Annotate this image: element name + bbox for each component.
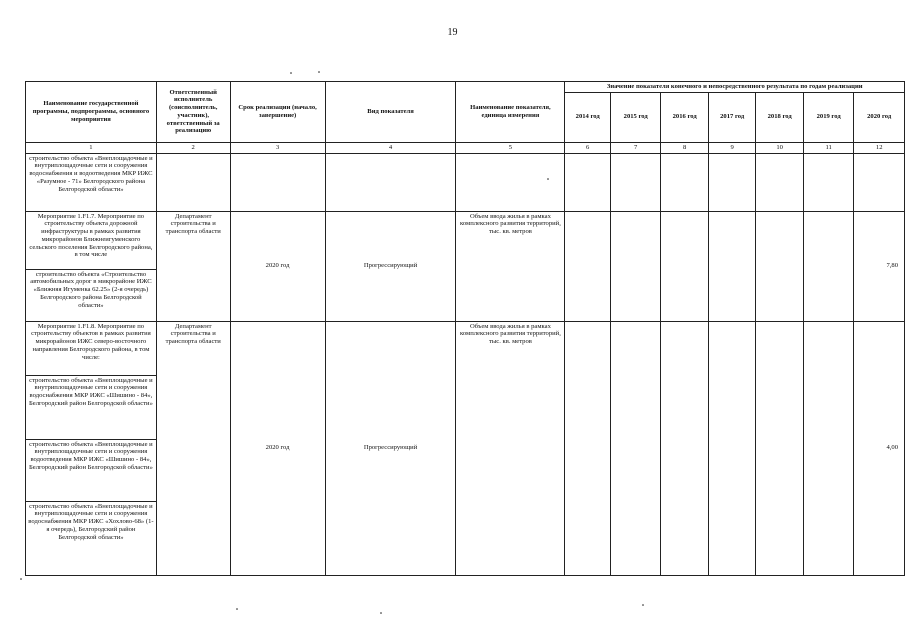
column-number: 12 [854, 142, 905, 153]
table-row [26, 211, 905, 269]
row-sub-name: строительство объекта «Внеплощадочные и внутриплощадочные сети и сооружения водоотведения МКР ИЖС «Шишино - 84», Белгородский район Белгородской области» [26, 439, 157, 501]
row-indicator-type: Прогрессирующий [325, 321, 456, 575]
header-year: 2014 год [565, 92, 611, 142]
row-term: 2020 год [230, 211, 325, 321]
row-term: 2020 год [230, 321, 325, 575]
header-year: 2019 год [803, 92, 853, 142]
scan-speck [642, 604, 644, 606]
row-executor: Департамент строительства и транспорта области [156, 321, 230, 575]
header-program-name: Наименование государственной программы, подпрограммы, основного мероприятия [26, 82, 157, 143]
row-name: Мероприятие 1.F1.7. Мероприятие по строительству объекта дорожной инфраструктуры в рамках развития микрорайонов Ближнеигуменского сельского поселения Белгородского района, в том числе [26, 211, 157, 269]
column-number: 9 [708, 142, 756, 153]
page-number: 19 [447, 27, 458, 38]
scan-speck [380, 612, 382, 614]
scan-speck [236, 608, 238, 610]
row-executor: Департамент строительства и транспорта области [156, 211, 230, 321]
scan-speck [20, 578, 22, 580]
header-indicator-type: Вид показателя [325, 82, 456, 143]
row-sub-name: строительство объекта «Внеплощадочные и внутриплощадочные сети и сооружения водоснабжения МКР ИЖС «Шишино - 84», Белгородский район Белгородской области» [26, 375, 157, 439]
header-year: 2015 год [610, 92, 660, 142]
header-year: 2017 год [708, 92, 756, 142]
header-executor: Ответственный исполнитель (соисполнитель, участник), ответственный за реализацию [156, 82, 230, 143]
value-2020: 4,00 [854, 321, 905, 575]
column-number: 6 [565, 142, 611, 153]
column-number: 10 [756, 142, 804, 153]
column-number: 5 [456, 142, 565, 153]
row-indicator-name: Объем ввода жилья в рамках комплексного развития территорий, тыс. кв. метров [456, 211, 565, 321]
column-number: 8 [661, 142, 709, 153]
column-number: 3 [230, 142, 325, 153]
column-number: 4 [325, 142, 456, 153]
scan-speck [318, 71, 320, 73]
row-indicator-name: Объем ввода жилья в рамках комплексного развития территорий, тыс. кв. метров [456, 321, 565, 575]
value-2020: 7,80 [854, 211, 905, 321]
row-name: строительство объекта «Внеплощадочные и внутриплощадочные сети и сооружения водоснабжения и водоотведения МКР ИЖС «Разумное - 71» Белгородского района Белгородской области» [26, 153, 157, 211]
row-name: Мероприятие 1.F1.8. Мероприятие по строительству объектов в рамках развития микрорайонов ИЖС северо-восточного направления Белгородского района, в том числе: [26, 321, 157, 375]
header-indicator-name: Наименование показателя, единица измерения [456, 82, 565, 143]
header-term: Срок реализации (начало, завершение) [230, 82, 325, 143]
header-values-group: Значение показателя конечного и непосредственного результата по годам реализации [565, 82, 905, 93]
indicators-table [25, 81, 905, 576]
table-row [26, 153, 905, 211]
scan-speck [547, 178, 549, 180]
scan-speck [290, 72, 292, 74]
column-number: 7 [610, 142, 660, 153]
row-sub-name: строительство объекта «Внеплощадочные и внутриплощадочные сети и сооружения водоснабжения МКР ИЖС «Хохлово-68» (1-я очередь), Белгородский район Белгородской области» [26, 501, 157, 575]
row-sub-name: строительство объекта «Строительство автомобильных дорог в микрорайоне ИЖС «Ближняя Игуменка 62.25» (2-я очередь) Белгородского района Белгородской области» [26, 269, 157, 321]
column-number: 11 [803, 142, 853, 153]
column-number-row [26, 142, 905, 153]
row-indicator-type: Прогрессирующий [325, 211, 456, 321]
header-year: 2020 год [854, 92, 905, 142]
column-number: 2 [156, 142, 230, 153]
table-row [26, 321, 905, 375]
header-year: 2018 год [756, 92, 804, 142]
header-year: 2016 год [661, 92, 709, 142]
column-number: 1 [26, 142, 157, 153]
